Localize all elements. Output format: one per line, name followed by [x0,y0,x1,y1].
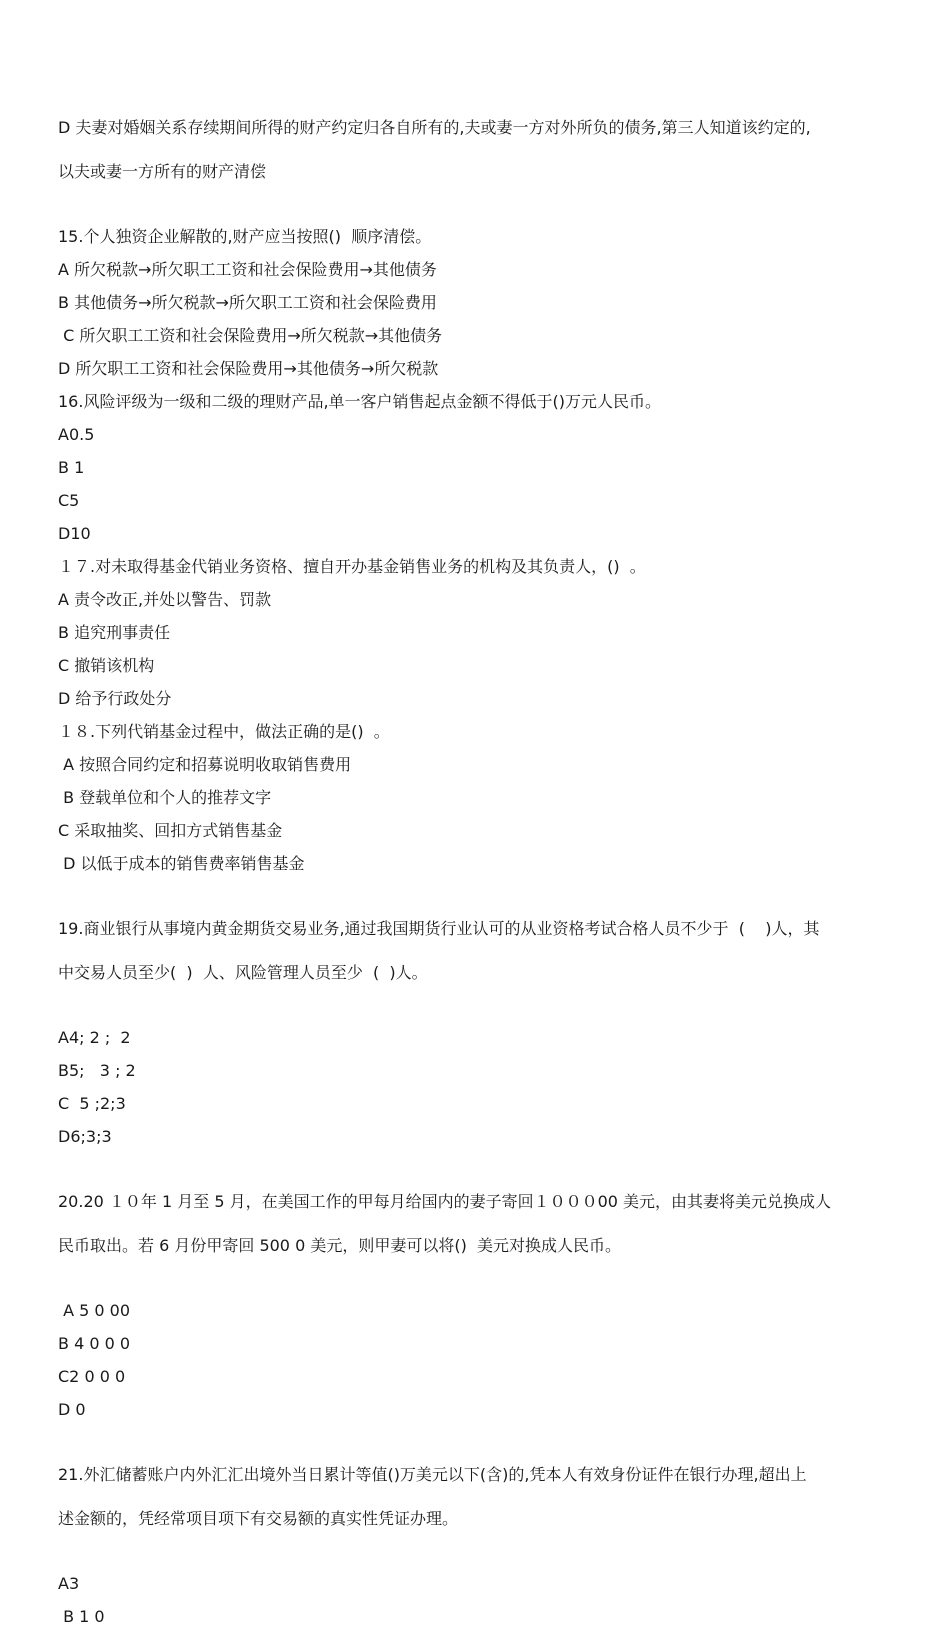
option-19-d: D6;3;3 [58,1127,112,1146]
text-line: 21.外汇储蓄账户内外汇汇出境外当日累计等值()万美元以下(含)的,凭本人有效身份证件在银行办理,超出上 [58,1465,807,1484]
option-20-a: A 5 0 00 [58,1301,131,1320]
option-16-a: A0.5 [58,425,95,444]
question-21 [58,1435,893,1559]
option-15-d: D 所欠职工工资和社会保险费用→其他债务→所欠税款 [58,359,439,378]
option-18-c: C 采取抽奖、回扣方式销售基金 [58,821,283,840]
option-15-a: A 所欠税款→所欠职工工资和社会保险费用→其他债务 [58,260,437,279]
option-20-b: B 4 0 0 0 [58,1334,131,1353]
option-16-d: D10 [58,524,91,543]
option-17-d: D 给予行政处分 [58,689,172,708]
text-line: 民币取出。若 6 月份甲寄回 500 0 美元，则甲妻可以将() 美元对换成人民币。 [58,1236,621,1255]
option-18-b: B 登载单位和个人的推荐文字 [58,788,272,807]
question-19 [58,889,893,1013]
option-18-d: D 以低于成本的销售费率销售基金 [58,854,305,873]
option-17-c: C 撤销该机构 [58,656,155,675]
question-20 [58,1162,893,1286]
option-17-b: B 追究刑事责任 [58,623,171,642]
question-15: 15.个人独资企业解散的,财产应当按照() 顺序清偿。 [58,227,432,246]
text-line: 19.商业银行从事境内黄金期货交易业务,通过我国期货行业认可的从业资格考试合格人员不少于 ( )人，其 [58,919,820,938]
option-17-a: A 责令改正,并处以警告、罚款 [58,590,272,609]
option-18-a: A 按照合同约定和招募说明收取销售费用 [58,755,352,774]
option-21-b: B 1 0 [58,1607,105,1626]
option-19-a: A4; 2 ; 2 [58,1028,131,1047]
option-15-b: B 其他债务→所欠税款→所欠职工工资和社会保险费用 [58,293,437,312]
text-line: 20.20 １０年 1 月至 5 月，在美国工作的甲每月给国内的妻子寄回１０００00 美元，由其妻将美元兑换成人 [58,1192,832,1211]
option-19-c: C 5 ;2;3 [58,1094,126,1113]
option-16-b: B 1 [58,458,85,477]
document-page [58,88,893,1642]
question-16: 16.风险评级为一级和二级的理财产品,单一客户销售起点金额不得低于()万元人民币。 [58,392,662,411]
text-line: 中交易人员至少( ) 人、风险管理人员至少 ( )人。 [58,963,428,982]
option-21-a: A3 [58,1574,80,1593]
text-line: 以夫或妻一方所有的财产清偿 [58,162,267,181]
option-14-d [58,88,893,212]
question-17: １７.对未取得基金代销业务资格、擅自开办基金销售业务的机构及其负责人，() 。 [58,557,646,576]
option-20-c: C2 0 0 0 [58,1367,126,1386]
text-line: 述金额的，凭经常项目项下有交易额的真实性凭证办理。 [58,1509,459,1528]
option-20-d: D 0 [58,1400,86,1419]
option-16-c: C5 [58,491,80,510]
option-15-c: C 所欠职工工资和社会保险费用→所欠税款→其他债务 [58,326,443,345]
option-19-b: B5; 3 ; 2 [58,1061,136,1080]
text-line: D 夫妻对婚姻关系存续期间所得的财产约定归各自所有的,夫或妻一方对外所负的债务,第三人知道该约定的, [58,118,811,137]
question-18: １８.下列代销基金过程中，做法正确的是() 。 [58,722,390,741]
